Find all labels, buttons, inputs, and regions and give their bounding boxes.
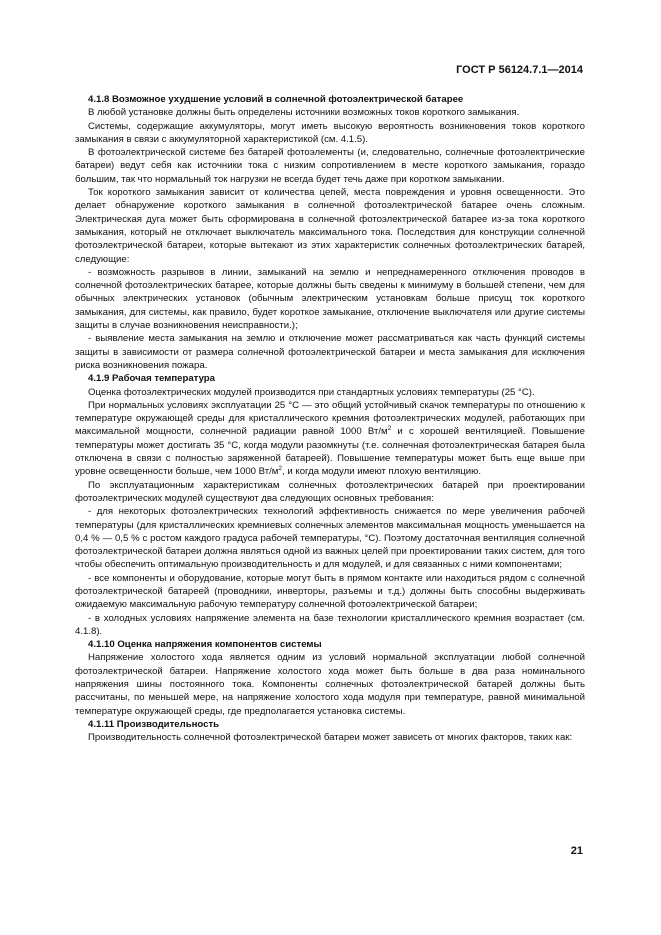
paragraph: Производительность солнечной фотоэлектрической батареи может зависеть от многих факторов, таких как:: [88, 732, 573, 744]
paragraph: Системы, содержащие аккумуляторы, могут иметь высокую вероятность возникновения токов короткого замыкания в связи с аккумуляторной характеристикой (см. 4.1.5).: [75, 120, 585, 145]
superscript: 2: [278, 465, 283, 473]
section-heading: 4.1.10 Оценка напряжения компонентов системы: [88, 639, 322, 651]
paragraph: [75, 399, 585, 479]
paragraph: Ток короткого замыкания зависит от количества цепей, места повреждения и уровня освещенности. Это делает обнаружение короткого замыкания в солнечной фотоэлектрической батарее очень сложным. Электрическая дуга может быть сформирована в солнечной фотоэлектрической батарее из-за тока короткого замыкания, который не отключает выключатель максимального тока. Последствия для конструкции солнечной фотоэлектрической батареи, которые вытекают из этих характеристик солнечных фотоэлектрических батарей, следующие:: [75, 187, 585, 265]
paragraph: Оценка фотоэлектрических модулей производится при стандартных условиях температуры (25 °С).: [88, 386, 535, 398]
paragraph-text: , и когда модули имеют плохую вентиляцию.: [282, 466, 482, 478]
paragraph: - для некоторых фотоэлектрических технологий эффективность снижается по мере увеличения рабочей температуры (для кристаллических кремниевых солнечных элементов максимальная мощность уменьшается на 0,4 % — 0,5 % с ростом каждого градуса рабочей температуры, °С). Поэтому достаточная вентиляция солнечной фотоэлектрической батареи должна являться одной из важных целей при проектировании таких систем, для того чтобы обеспечить оптимальную производительность и для модулей, и для связанных с ними компонентами;: [75, 506, 585, 571]
section-heading: 4.1.8 Возможное ухудшение условий в солнечной фотоэлектрической батарее: [88, 94, 464, 105]
document-header: ГОСТ Р 56124.7.1—2014: [456, 64, 583, 76]
paragraph: В любой установке должны быть определены источники возможных токов короткого замыкания.: [88, 107, 520, 119]
paragraph: По эксплуатационным характеристикам солнечных фотоэлектрических батарей при проектировании фотоэлектрических модулей существуют два следующих основных требования:: [75, 479, 585, 504]
paragraph: Напряжение холостого хода является одним из условий нормальной эксплуатации любой солнечной фотоэлектрической батареи. Напряжение холостого хода может быть больше в два раза номинального напряжения шины постоянного тока. Компоненты солнечных фотоэлектрической батарей должны быть рассчитаны, по меньшей мере, на напряжение холостого хода модуля при температуре, равной минимальной температуре окружающей среды, где предполагается установка системы.: [75, 652, 585, 717]
section-heading: 4.1.9 Рабочая температура: [88, 373, 215, 385]
paragraph: - все компоненты и оборудование, которые могут быть в прямом контакте или находиться рядом с солнечной фотоэлектрической батареей (проводники, инверторы, разъемы и т.д.) должны быть способны выдерживать ожидаемую максимальную рабочую температуру солнечной фотоэлектрической батареи;: [75, 572, 585, 611]
page-number: 21: [570, 845, 583, 857]
paragraph-text: При нормальных условиях эксплуатации 25 °С — это общий устойчивый скачок температуры по отношению к температуре окружающей среды для кристаллического кремния фотоэлектрических модулей, работающих при максимальной мощности, солнечной радиации равной 1000 Вт/м: [75, 399, 585, 438]
paragraph-text: и с хорошей вентиляцией. Повышение температуры может достигать 35 °С, когда модули разомкнуты (т.е. солнечная фотоэлектрическая батарея была отключена в связи с полностью заряженной батареей). Повышение температуры может быть еще выше при уровне освещенности больше, чем 1000 Вт/м: [75, 426, 585, 478]
superscript: 2: [387, 425, 392, 433]
section-heading: 4.1.11 Производительность: [88, 718, 220, 730]
document-body: [75, 93, 585, 745]
paragraph: В фотоэлектрической системе без батарей фотоэлементы (и, следовательно, солнечные фотоэлектрические батареи) ведут себя как источники тока с низким сопротивлением в месте короткого замыкания, гораздо большим, так что нормальный ток нагрузки не всегда будет течь даже при коротком замыкании.: [75, 147, 585, 185]
paragraph: - выявление места замыкания на землю и отключение может рассматриваться как часть функций системы защиты в зависимости от размера солнечной фотоэлектрической батареи и места замыкания для исключения риска возникновения пожара.: [75, 333, 585, 371]
paragraph: - возможность разрывов в линии, замыканий на землю и непреднамеренного отключения проводов в солнечной фотоэлектрических батарее, которые должны быть сведены к минимуму в большей степени, чем для обычных электрических установок (обычным электрическим установкам больше присущ ток короткого замыкания, для системы, как правило, будет короткое замыкание, отключение выключателя или другие системы защиты в случае возникновения неисправности.);: [75, 266, 585, 332]
paragraph: - в холодных условиях напряжение элемента на базе технологии кристаллического кремния возрастает (см. 4.1.8).: [75, 612, 585, 637]
